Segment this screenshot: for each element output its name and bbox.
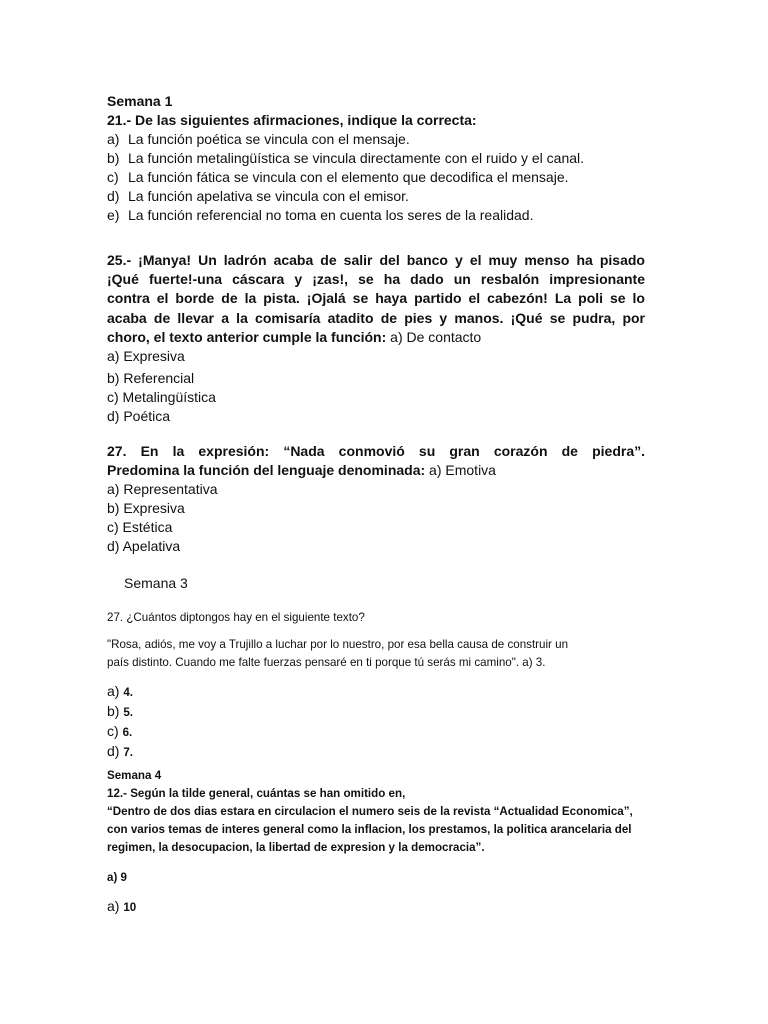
question-25-line-2: ¡Qué fuerte!-una cáscara y ¡zas!, se ha dado un resbalón impresionante — [107, 271, 645, 288]
question-25 — [107, 251, 645, 347]
question-25-line-1: 25.- ¡Manya! Un ladrón acaba de salir del banco y el muy menso ha pisado — [107, 252, 645, 268]
option-25-a: a) Expresiva — [107, 347, 185, 364]
option-25-c: c) Metalingüística — [107, 388, 216, 405]
document-page — [107, 92, 645, 917]
question-12-text-line-2: con varios temas de interes general como la inflacion, los prestamos, la politica arancelaria del — [107, 823, 632, 837]
option-diptongos-c: c) 6. — [107, 723, 133, 740]
question-27-line-2: Predomina la función del lenguaje denominada: a) Emotiva — [107, 462, 496, 479]
option-21-e: e) La función referencial no toma en cuenta los seres de la realidad. — [107, 207, 534, 223]
option-diptongos-b: b) 5. — [107, 703, 134, 720]
diptongos-text-line-2: país distinto. Cuando me falte fuerzas pensaré en ti porque tú serás mi camino". a) 3. — [107, 656, 546, 670]
question-12: 12.- Según la tilde general, cuántas se han omitido en, — [107, 787, 406, 801]
option-diptongos-d: d) 7. — [107, 743, 134, 760]
option-21-c: c) La función fática se vincula con el elemento que decodifica el mensaje. — [107, 169, 569, 185]
question-21: 21.- De las siguientes afirmaciones, indique la correcta: — [107, 112, 477, 128]
option-27-a: a) Representativa — [107, 481, 218, 498]
question-25-line-4: acaba de llevar a la comisaría atadito de pies y manos. ¡Qué se pudra, por — [107, 309, 645, 326]
option-21-b: b) La función metalingüística se vincula directamente con el ruido y el canal. — [107, 150, 585, 166]
semana-3-title: Semana 3 — [124, 575, 188, 592]
option-25-d: d) Poética — [107, 407, 171, 424]
question-25-line-5: choro, el texto anterior cumple la función: a) De contacto — [107, 328, 482, 345]
option-21-a: a) La función poética se vincula con el mensaje. — [107, 131, 410, 147]
option-27-b: b) Expresiva — [107, 500, 185, 517]
option-27-d: d) Apelativa — [107, 538, 181, 555]
option-diptongos-a: a) 4. — [107, 683, 134, 700]
semana-4-title: Semana 4 — [107, 769, 162, 783]
question-21-options — [107, 130, 645, 225]
option-25-b: b) Referencial — [107, 369, 195, 386]
question-12-text-line-3: regimen, la desocupacion, la libertad de expresion y la democracia”. — [107, 841, 485, 855]
option-21-d: d) La función apelativa se vincula con el emisor. — [107, 188, 409, 204]
question-27-diptongos: 27. ¿Cuántos diptongos hay en el siguiente texto? — [107, 611, 365, 625]
semana-1-title: Semana 1 — [107, 93, 173, 109]
question-25-line-3: contra el borde de la pista. ¡Ojalá se haya partido el cabezón! La poli se lo — [107, 290, 645, 307]
question-12-answer-1: a) 9 — [107, 871, 127, 885]
question-12-text-line-1: “Dentro de dos dias estara en circulacion el numero seis de la revista “Actualidad Economica”, — [107, 805, 633, 819]
question-12-answer-2: a) 10 — [107, 898, 137, 915]
option-27-c: c) Estética — [107, 519, 173, 536]
question-27-line-1: 27. En la expresión: “Nada conmovió su gran corazón de piedra”. — [107, 442, 645, 459]
diptongos-text-line-1: "Rosa, adiós, me voy a Trujillo a luchar por lo nuestro, por esa bella causa de construir un — [107, 638, 569, 652]
